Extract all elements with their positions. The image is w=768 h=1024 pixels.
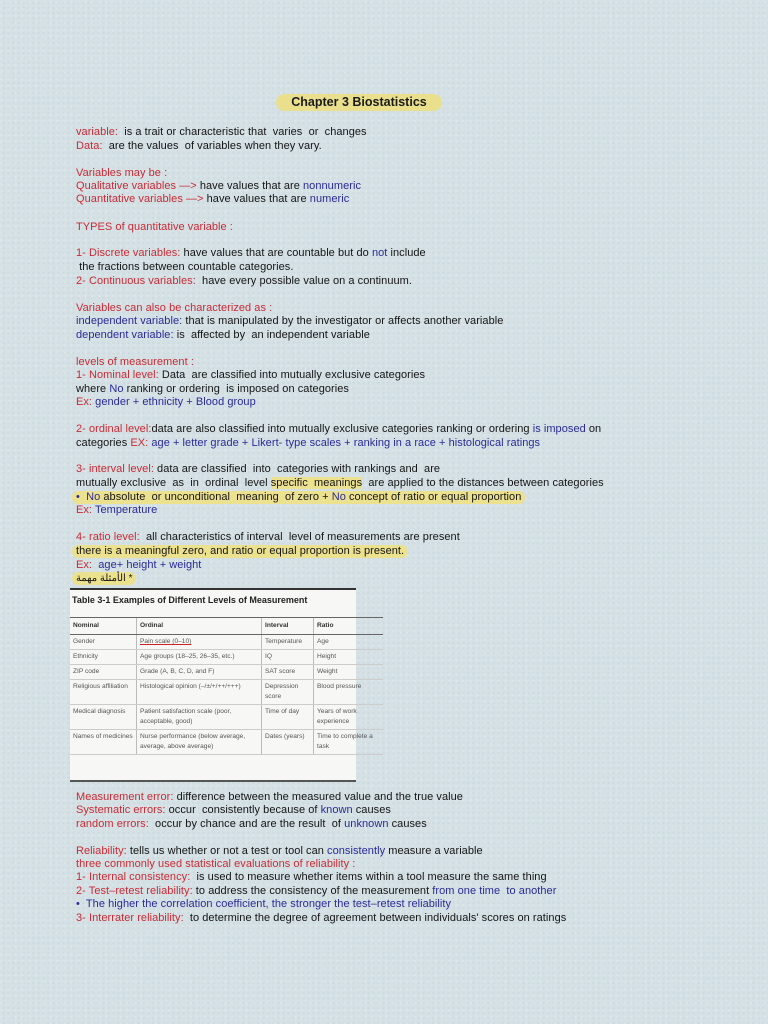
table-cell: Depression score: [262, 680, 314, 705]
text-segment: tells us whether or not a test or tool can: [126, 845, 328, 857]
table-cell: Time to complete a task: [314, 730, 384, 755]
column-header: Nominal: [70, 618, 137, 635]
text-line: [76, 329, 370, 342]
table-cell: Histological opinion (–/±/+/++/+++): [137, 680, 262, 705]
table-cell: Ethnicity: [70, 650, 137, 665]
text-segment: 1- Discrete variables:: [76, 247, 181, 259]
text-line: [76, 369, 425, 382]
text-segment: have values that are countable but do: [180, 247, 372, 259]
text-segment: three commonly used statistical evaluations of reliability :: [76, 858, 356, 870]
text-segment: are applied to the distances between categories: [362, 477, 604, 489]
text-segment: on: [585, 423, 602, 435]
text-segment: gender + ethnicity + Blood group: [92, 396, 256, 408]
text-segment: TYPES of quantitative variable :: [76, 221, 233, 233]
text-line: [76, 247, 426, 260]
text-segment: occur consistently because of: [165, 804, 321, 816]
text-segment: consistently: [327, 845, 386, 857]
table-row: [70, 680, 383, 705]
text-line: [72, 572, 136, 585]
text-segment: measure a variable: [385, 845, 483, 857]
text-segment: levels of measurement :: [76, 356, 194, 368]
table-cell: Grade (A, B, C, D, and F): [137, 665, 262, 680]
text-segment: numeric: [309, 193, 350, 205]
table-row: [70, 705, 383, 730]
text-line: [76, 140, 322, 153]
text-segment: No: [109, 383, 124, 395]
text-segment: absolute or unconditional meaning of zero +: [100, 491, 332, 503]
column-header: Interval: [262, 618, 314, 635]
text-segment: occur by chance and are the result of: [148, 818, 345, 830]
column-header: Ordinal: [137, 618, 262, 635]
text-segment: dependent variable:: [76, 329, 174, 341]
text-segment: random errors:: [76, 818, 149, 830]
column-header: Ratio: [314, 618, 384, 635]
table-cell: Nurse performance (below average, average, above average): [137, 730, 262, 755]
text-segment: Measurement error:: [76, 791, 174, 803]
text-segment: • The higher the correlation coefficient, the stronger the test–retest reliability: [76, 898, 452, 910]
text-segment: Reliability:: [76, 845, 127, 857]
text-segment: that is manipulated by the investigator or affects another variable: [182, 315, 504, 327]
table-cell: Time of day: [262, 705, 314, 730]
text-segment: known: [320, 804, 353, 816]
text-segment: not: [371, 247, 388, 259]
table-cell: Gender: [70, 635, 137, 650]
text-line: [76, 531, 460, 544]
text-line: [76, 180, 361, 193]
text-line: [76, 818, 427, 831]
table-row: [70, 665, 383, 680]
text-segment: age+ height + weight: [92, 559, 202, 571]
table-cell: Temperature: [262, 635, 314, 650]
text-segment: Ex:: [76, 559, 93, 571]
text-segment: have values that are: [199, 180, 304, 192]
text-line: [76, 356, 194, 369]
text-segment: Variables can also be characterized as :: [76, 302, 273, 314]
text-segment: independent variable:: [76, 315, 183, 327]
table-title: Table 3-1 Examples of Different Levels of Measurement: [72, 595, 308, 605]
text-segment: difference between the measured value and the true value: [173, 791, 463, 803]
text-line: [76, 261, 293, 274]
text-line: [76, 804, 391, 817]
text-segment: data are classified into categories with rankings and are: [153, 463, 441, 475]
table-header-row: [70, 618, 383, 635]
measurement-levels-table: [70, 588, 373, 782]
text-segment: Qualitative variables —>: [76, 180, 200, 192]
text-segment: Ex:: [76, 396, 93, 408]
table-cell: Names of medicines: [70, 730, 137, 755]
text-segment: Quantitative variables —>: [76, 193, 207, 205]
text-line: [72, 491, 525, 504]
text-segment: 2- Test–retest reliability:: [76, 885, 193, 897]
text-segment: specific meanings: [270, 477, 363, 489]
text-segment: Ex:: [76, 504, 93, 516]
text-segment: causes: [388, 818, 427, 830]
text-segment: unknown: [344, 818, 389, 830]
text-segment: No: [331, 491, 346, 503]
text-segment: to determine the degree of agreement between individuals' scores on ratings: [183, 912, 567, 924]
text-segment: Data:: [76, 140, 103, 152]
text-line: [76, 791, 463, 804]
text-segment: causes: [352, 804, 391, 816]
text-line: [76, 437, 540, 450]
text-segment: there is a meaningful zero, and ratio or equal proportion is present.: [76, 545, 405, 557]
text-line: [76, 504, 157, 517]
text-segment: 1- Internal consistency:: [76, 871, 191, 883]
table-cell: Height: [314, 650, 384, 665]
table-cell: Weight: [314, 665, 384, 680]
table-row: [70, 730, 383, 755]
text-segment: is used to measure whether items within a tool measure the same thing: [190, 871, 547, 883]
text-line: [76, 559, 201, 572]
text-line: [76, 463, 440, 476]
text-segment: is a trait or characteristic that varies or changes: [118, 126, 367, 138]
text-line: [76, 126, 367, 139]
text-segment: the fractions between countable categories.: [76, 261, 294, 273]
table-cell: Pain scale (0–10): [137, 635, 262, 650]
text-segment: nonnumeric: [303, 180, 361, 192]
text-segment: Variables may be :: [76, 167, 168, 179]
text-segment: include: [387, 247, 426, 259]
table-row: [70, 650, 383, 665]
table-cell: SAT score: [262, 665, 314, 680]
text-segment: to address the consistency of the measurement: [192, 885, 433, 897]
text-segment: data are also classified into mutually exclusive categories ranking or ordering: [151, 423, 533, 435]
table-cell: Medical diagnosis: [70, 705, 137, 730]
text-segment: all characteristics of interval level of measurements are present: [139, 531, 460, 543]
text-segment: from one time to another: [432, 885, 557, 897]
table-cell: Years of work experience: [314, 705, 384, 730]
text-line: [76, 193, 349, 206]
text-segment: 1- Nominal level:: [76, 369, 159, 381]
text-segment: * الأمثلة مهمة: [76, 573, 133, 584]
table-cell: Blood pressure: [314, 680, 384, 705]
text-line: [76, 383, 349, 396]
page-title: Chapter 3 Biostatistics: [276, 94, 442, 111]
text-segment: categories: [76, 437, 131, 449]
text-segment: Systematic errors:: [76, 804, 166, 816]
table-cell: IQ: [262, 650, 314, 665]
text-line: [76, 302, 272, 315]
text-segment: where: [76, 383, 110, 395]
text-segment: 2- Continuous variables:: [76, 275, 196, 287]
text-segment: 4- ratio level:: [76, 531, 140, 543]
text-segment: Data are classified into mutually exclusive categories: [158, 369, 426, 381]
text-segment: ranking or ordering is imposed on categories: [123, 383, 349, 395]
table-cell: Age groups (18–25, 26–35, etc.): [137, 650, 262, 665]
text-line: [76, 423, 601, 436]
text-segment: Temperature: [92, 504, 158, 516]
table-cell: Patient satisfaction scale (poor, acceptable, good): [137, 705, 262, 730]
text-line: [76, 858, 355, 871]
text-line: [76, 221, 233, 234]
text-segment: have values that are: [206, 193, 310, 205]
text-segment: mutually exclusive as in ordinal level: [76, 477, 271, 489]
text-line: [76, 167, 167, 180]
text-line: [76, 275, 412, 288]
text-segment: age + letter grade + Likert- type scales + ranking in a race + histological ratings: [148, 437, 541, 449]
text-line: [76, 912, 566, 925]
table-cell: ZIP code: [70, 665, 137, 680]
text-line: [76, 396, 256, 409]
text-segment: are the values of variables when they vary.: [102, 140, 322, 152]
text-line: [76, 898, 451, 911]
text-line: [76, 885, 556, 898]
text-segment: • No: [76, 491, 101, 503]
text-line: [76, 845, 483, 858]
text-segment: EX:: [130, 437, 149, 449]
text-segment: 2- ordinal level:: [76, 423, 152, 435]
text-line: [72, 545, 408, 558]
text-segment: variable:: [76, 126, 119, 138]
text-line: [76, 315, 503, 328]
text-segment: 3- Interrater reliability:: [76, 912, 184, 924]
table-row: [70, 635, 383, 650]
text-line: [76, 477, 604, 490]
table-cell: Religious affiliation: [70, 680, 137, 705]
table-cell: Age: [314, 635, 384, 650]
text-segment: concept of ratio or equal proportion: [345, 491, 522, 503]
text-line: [76, 871, 547, 884]
text-segment: is affected by an independent variable: [173, 329, 370, 341]
table-cell: Dates (years): [262, 730, 314, 755]
text-segment: 3- interval level:: [76, 463, 154, 475]
text-segment: have every possible value on a continuum.: [195, 275, 412, 287]
text-segment: is imposed: [532, 423, 586, 435]
